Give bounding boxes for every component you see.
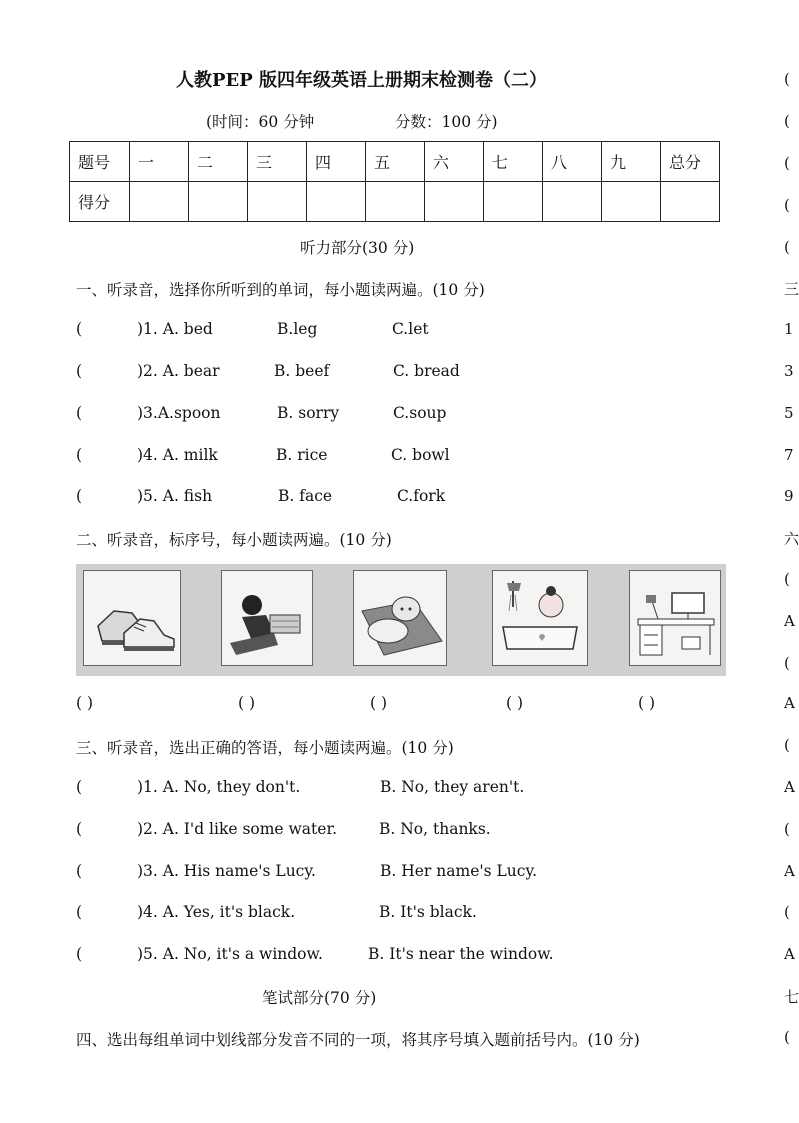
score-cell: 四 [307,142,366,182]
score-cell: 一 [130,142,189,182]
score-cell: 得分 [70,182,130,222]
answer-paren[interactable]: ( [76,487,83,505]
answer-paren[interactable]: ( [76,862,83,880]
question-option-a: )4. A. Yes, it's black. [137,903,296,921]
question-option-c: C.fork [397,487,446,505]
score-cell: 二 [189,142,248,182]
edge-char: ( [784,570,790,588]
score-input-cell[interactable] [661,182,720,222]
score-cell: 七 [484,142,543,182]
answer-blank-2[interactable]: ( ) [238,694,256,712]
section1-heading: 一、听录音，选择你所听到的单词，每小题读两遍。(10 分) [76,281,485,299]
edge-char: ( [784,736,790,754]
edge-char: ( [784,238,790,256]
section3-heading: 三、听录音，选出正确的答语，每小题读两遍。(10 分) [76,739,454,757]
edge-char: A [784,778,795,796]
score-input-cell[interactable] [307,182,366,222]
score-input-cell[interactable] [189,182,248,222]
edge-char: A [784,694,795,712]
edge-char: 七 [784,988,799,1006]
answer-paren[interactable]: ( [76,903,83,921]
score-cell: 五 [366,142,425,182]
edge-char: 5 [784,404,794,422]
answer-blank-5[interactable]: ( ) [638,694,656,712]
question-option-a: )2. A. I'd like some water. [137,820,338,838]
edge-char: ( [784,903,790,921]
question-option-c: C. bread [393,362,460,380]
section4-heading: 四、选出每组单词中划线部分发音不同的一项，将其序号填入题前括号内。(10 分) [76,1031,640,1049]
edge-char: A [784,945,795,963]
question-option-a: )2. A. bear [137,362,220,380]
question-option-a: )5. A. fish [137,487,213,505]
score-input-cell[interactable] [366,182,425,222]
question-option-b: B. Her name's Lucy. [380,862,538,880]
question-option-b: B. No, they aren't. [380,778,525,796]
exam-title: 人教PEP 版四年级英语上册期末检测卷（二） [176,70,548,91]
question-option-a: )5. A. No, it's a window. [137,945,323,963]
edge-char: ( [784,654,790,672]
question-option-c: C.soup [393,404,447,422]
edge-char: ( [784,1028,790,1046]
score-input-cell[interactable] [602,182,661,222]
edge-char: 9 [784,487,794,505]
desk-picture [629,570,721,666]
score-cell: 八 [543,142,602,182]
answer-paren[interactable]: ( [76,404,83,422]
answer-paren[interactable]: ( [76,945,83,963]
edge-char: 六 [784,530,799,548]
answer-paren[interactable]: ( [76,362,83,380]
score-input-cell[interactable] [484,182,543,222]
edge-char: ( [784,112,790,130]
answer-paren[interactable]: ( [76,320,83,338]
section2-heading: 二、听录音，标序号，每小题读两遍。(10 分) [76,531,392,549]
question-option-a: )3. A. His name's Lucy. [137,862,316,880]
score-cell: 总分 [661,142,720,182]
question-option-b: B. face [278,487,333,505]
answer-paren[interactable]: ( [76,778,83,796]
edge-char: ( [784,820,790,838]
question-option-b: B. beef [274,362,330,380]
question-option-b: B. It's black. [379,903,477,921]
score-input-cell[interactable] [248,182,307,222]
shoes-picture [83,570,181,666]
question-option-a: )3.A.spoon [137,404,221,422]
question-option-b: B. sorry [277,404,340,422]
score-cell: 题号 [70,142,130,182]
baby-sleeping-picture [353,570,447,666]
question-option-b: B. It's near the window. [368,945,554,963]
exam-time: (时间：60 分钟 [206,113,315,131]
question-option-b: B. rice [276,446,328,464]
edge-char: A [784,612,795,630]
exam-score: 分数：100 分) [395,113,498,131]
question-option-a: )1. A. No, they don't. [137,778,301,796]
answer-paren[interactable]: ( [76,446,83,464]
question-option-a: )1. A. bed [137,320,213,338]
answer-paren[interactable]: ( [76,820,83,838]
score-input-cell[interactable] [543,182,602,222]
score-table-row-score [70,182,720,222]
question-option-b: B.leg [277,320,318,338]
edge-char: ( [784,154,790,172]
edge-char: 1 [784,320,794,338]
score-table-row-header [70,142,720,182]
score-cell: 三 [248,142,307,182]
answer-blank-1[interactable]: ( ) [76,694,94,712]
edge-char: A [784,862,795,880]
writing-header: 笔试部分(70 分) [262,989,377,1007]
picture-strip [76,564,726,676]
girl-in-bathtub-picture [492,570,588,666]
edge-char: ( [784,196,790,214]
edge-char: ( [784,70,790,88]
listening-header: 听力部分(30 分) [300,239,415,257]
score-cell: 六 [425,142,484,182]
question-option-b: B. No, thanks. [379,820,491,838]
question-option-c: C. bowl [391,446,450,464]
question-option-a: )4. A. milk [137,446,218,464]
girl-cleaning-picture [221,570,313,666]
score-cell: 九 [602,142,661,182]
edge-char: 3 [784,362,794,380]
score-table [69,141,720,222]
score-input-cell[interactable] [130,182,189,222]
edge-char: 7 [784,446,794,464]
score-input-cell[interactable] [425,182,484,222]
answer-blank-4[interactable]: ( ) [506,694,524,712]
edge-char: 三 [784,280,799,298]
answer-blank-3[interactable]: ( ) [370,694,388,712]
question-option-c: C.let [392,320,429,338]
